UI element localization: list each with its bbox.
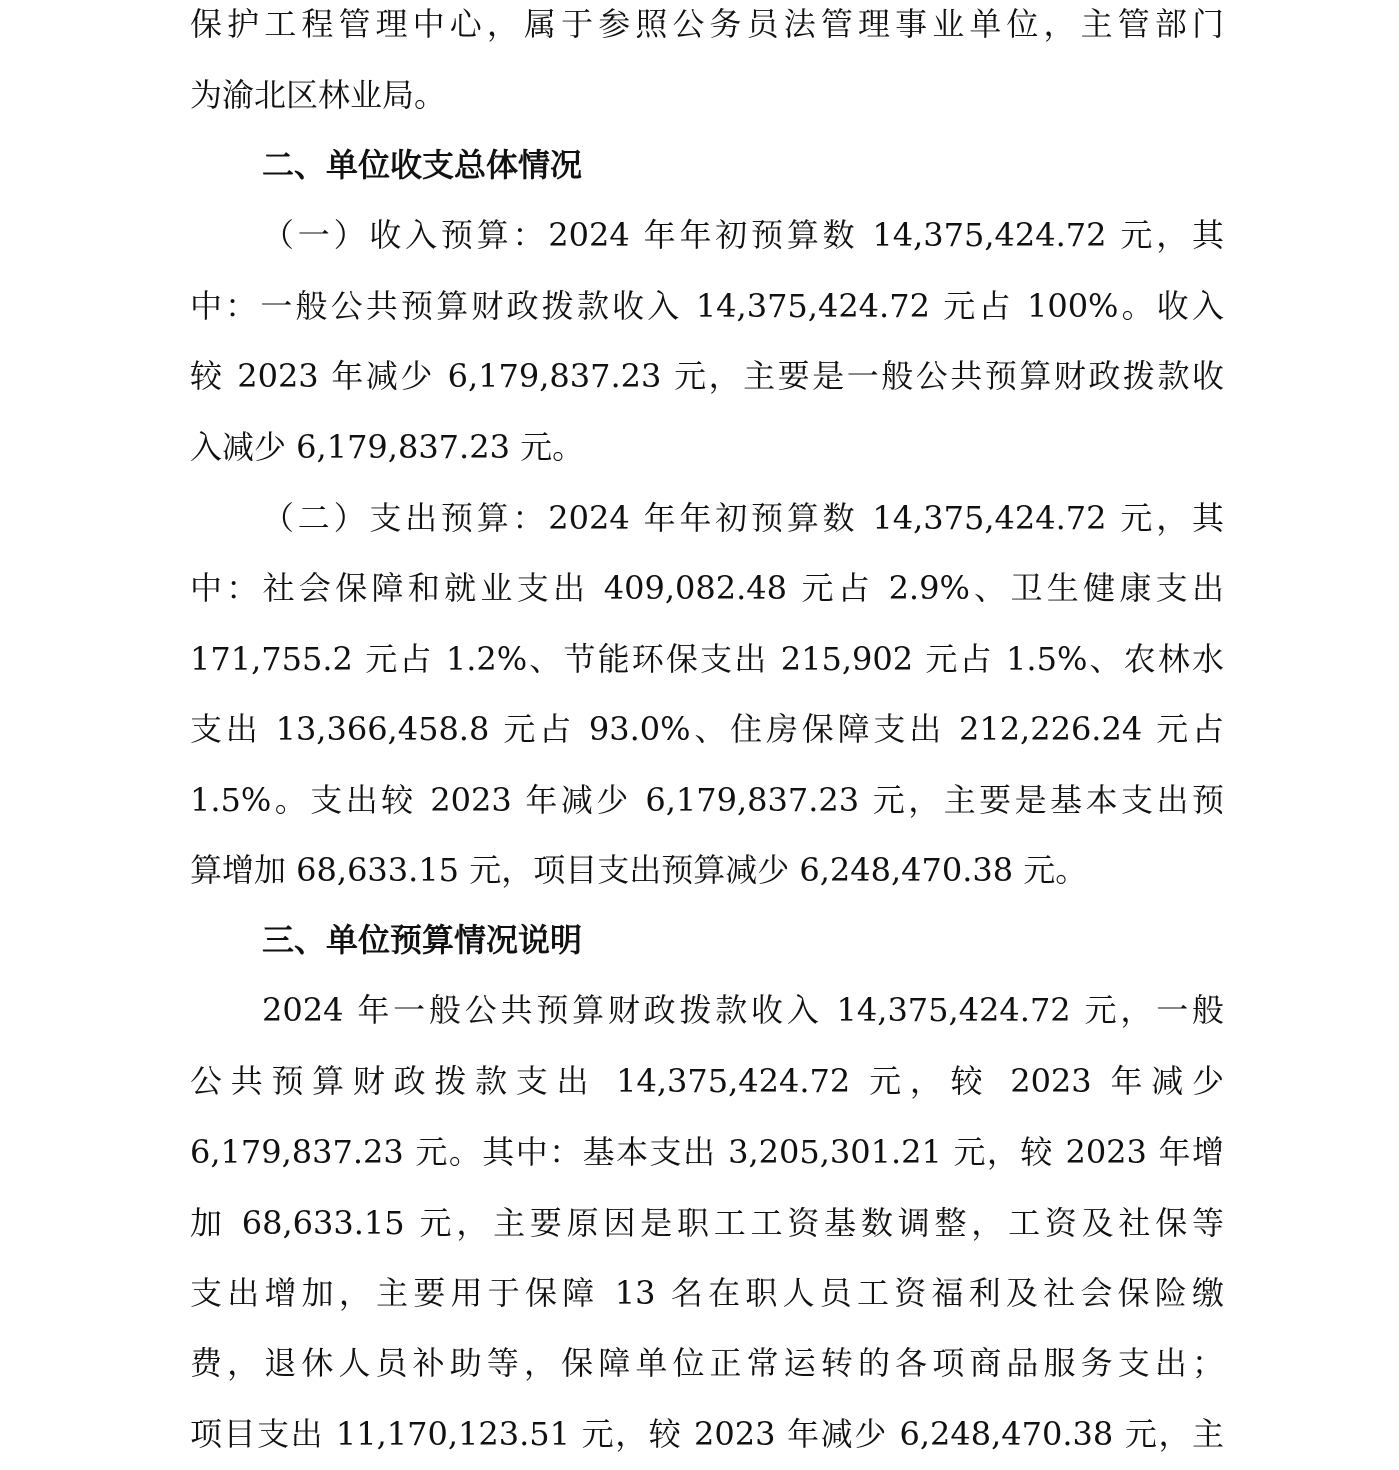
paragraph-line: 支出增加，主要用于保障 13 名在职人员工资福利及社会保险缴 — [190, 1274, 1224, 1312]
paragraph-line: 中：一般公共预算财政拨款收入 14,375,424.72 元占 100%。收入 — [190, 287, 1224, 325]
section-heading: 二、单位收支总体情况 — [262, 146, 583, 184]
paragraph-line: 1.5%。支出较 2023 年减少 6,179,837.23 元，主要是基本支出预 — [190, 781, 1224, 819]
section-heading: 三、单位预算情况说明 — [262, 921, 583, 959]
paragraph-line: 为渝北区林业局。 — [190, 76, 447, 114]
paragraph-line: 保护工程管理中心，属于参照公务员法管理事业单位，主管部门 — [190, 5, 1224, 43]
paragraph-line: 项目支出 11,170,123.51 元，较 2023 年减少 6,248,470.38 元，主 — [190, 1415, 1224, 1453]
paragraph-line: 加 68,633.15 元，主要原因是职工工资基数调整，工资及社保等 — [190, 1204, 1224, 1242]
paragraph-line: 入减少 6,179,837.23 元。 — [190, 428, 585, 466]
paragraph-line: 较 2023 年减少 6,179,837.23 元，主要是一般公共预算财政拨款收 — [190, 357, 1224, 395]
paragraph-line: 171,755.2 元占 1.2%、节能环保支出 215,902 元占 1.5%、农林水 — [190, 640, 1224, 678]
paragraph-line: 支出 13,366,458.8 元占 93.0%、住房保障支出 212,226.24 元占 — [190, 710, 1224, 748]
paragraph-line: 中：社会保障和就业支出 409,082.48 元占 2.9%、卫生健康支出 — [190, 569, 1224, 607]
paragraph-line: （一）收入预算：2024 年年初预算数 14,375,424.72 元，其 — [262, 216, 1224, 254]
paragraph-line: 公共预算财政拨款支出 14,375,424.72 元，较 2023 年减少 — [190, 1062, 1224, 1100]
paragraph-line: 2024 年一般公共预算财政拨款收入 14,375,424.72 元，一般 — [262, 991, 1224, 1029]
paragraph-line: （二）支出预算：2024 年年初预算数 14,375,424.72 元，其 — [262, 499, 1224, 537]
paragraph-line: 算增加 68,633.15 元，项目支出预算减少 6,248,470.38 元。 — [190, 851, 1088, 889]
paragraph-line: 6,179,837.23 元。其中：基本支出 3,205,301.21 元，较 2023 年增 — [190, 1133, 1224, 1171]
paragraph-line: 费，退休人员补助等，保障单位正常运转的各项商品服务支出； — [190, 1344, 1224, 1382]
